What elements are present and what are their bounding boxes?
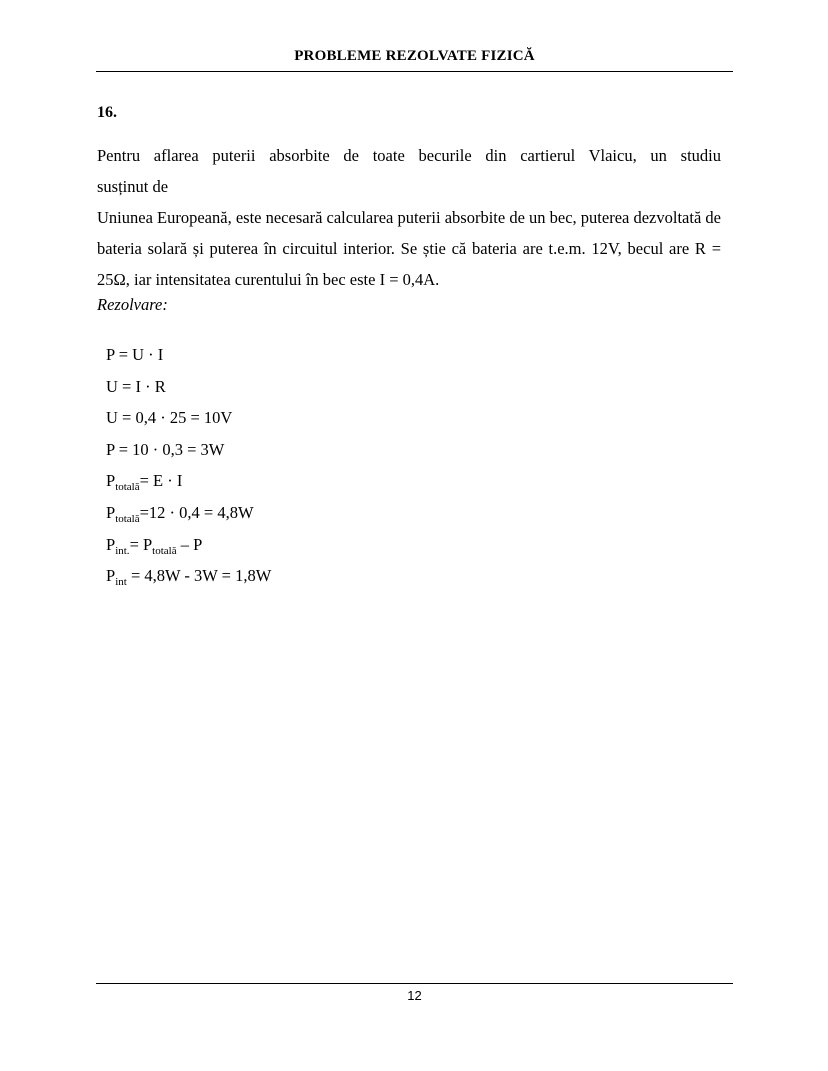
eq-base: P xyxy=(106,566,116,586)
eq-subscript: totală xyxy=(115,481,140,494)
equation-4: P = 10 · 0,3 = 3W xyxy=(106,439,225,459)
header-divider xyxy=(96,71,733,72)
eq-base: P xyxy=(106,502,116,522)
eq-subscript: int xyxy=(115,576,127,589)
page-number: 12 xyxy=(407,988,422,1003)
equation-1: P = U · I xyxy=(106,345,164,364)
problem-statement xyxy=(97,140,721,295)
eq-rest: = E · I xyxy=(139,471,183,491)
statement-line-2: susținut de xyxy=(97,177,169,196)
eq-base: P xyxy=(106,534,116,554)
equation-list xyxy=(106,343,271,596)
footer-divider xyxy=(96,983,733,984)
eq-base: P xyxy=(106,471,116,491)
solution-label: Rezolvare: xyxy=(97,295,168,314)
statement-paragraph: Uniunea Europeană, este necesară calcularea puterii absorbite de un bec, puterea dezvoltată de bateria solară și puterea în circuitul interior. Se știe că bateria are t.e.m. 12V, becul are R = 25Ω, iar intensitatea curentului în bec este I = 0,4A. xyxy=(97,208,721,289)
equation-7 xyxy=(106,533,271,565)
eq-subscript-2: totală xyxy=(152,544,177,557)
eq-rest: =12 · 0,4 = 4,8W xyxy=(139,502,254,522)
problem-number: 16. xyxy=(97,104,117,121)
statement-line-1: Pentru aflarea puterii absorbite de toate becurile din cartierul Vlaicu, un studiu xyxy=(97,146,721,165)
equation-5 xyxy=(106,469,271,501)
eq-subscript: totală xyxy=(115,512,140,525)
eq-subscript: int. xyxy=(115,544,130,557)
equation-3: U = 0,4 · 25 = 10V xyxy=(106,408,233,428)
page-header-title: PROBLEME REZOLVATE FIZICĂ xyxy=(294,48,535,64)
eq-rest: = P xyxy=(129,534,153,554)
equation-8 xyxy=(106,564,271,596)
eq-rest: = 4,8W - 3W = 1,8W xyxy=(126,566,272,586)
equation-2: U = I · R xyxy=(106,376,166,396)
eq-rest-2: – P xyxy=(176,534,203,554)
equation-6 xyxy=(106,501,271,533)
